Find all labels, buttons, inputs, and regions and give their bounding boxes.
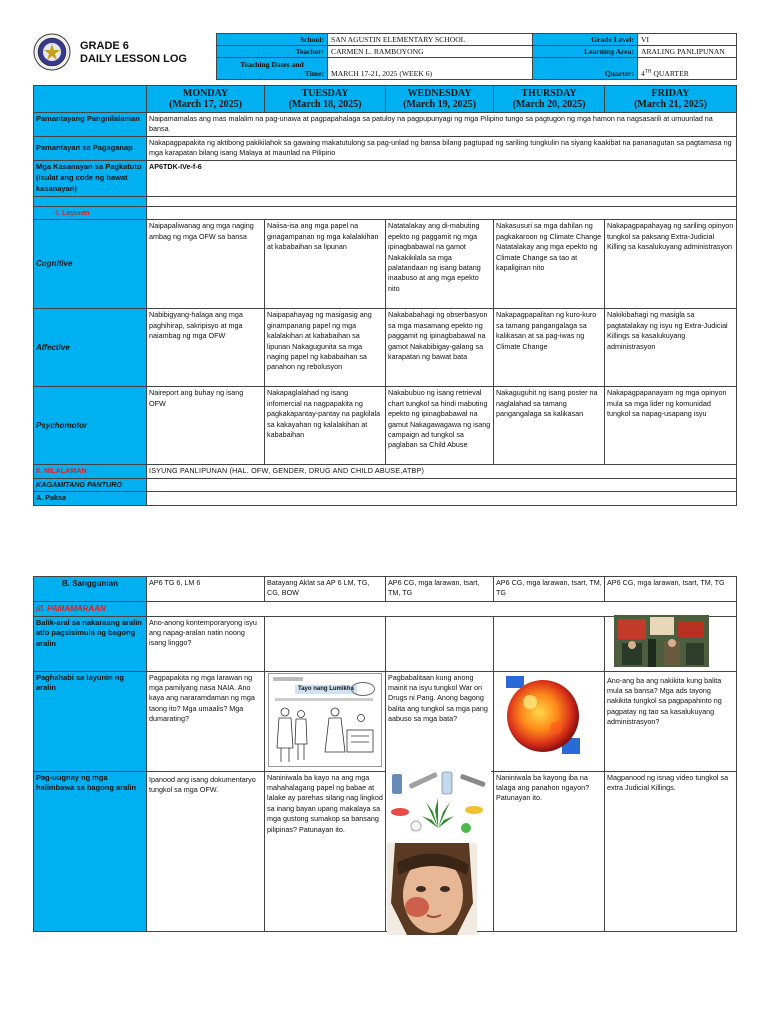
pamamaraan-label: III. PAMAMARAAN	[34, 602, 147, 617]
lesson-log-grade: GRADE 6	[80, 40, 129, 52]
header-info-table	[216, 33, 737, 80]
pagganap-text: Nakapagpapakita ng aktibong pakikilahok sa gawaing makatutulong sa pag-unlad ng bansa bilang pagtupad ng sariling tungkulin na siyang kaakibat na pananagutan sa pagtamasa ng mga karapatan bilang isang Malaya at maunlad na Pilipino	[147, 136, 737, 160]
pag-uugnay-friday: Magpanood ng isnag video tungkol sa extra Judicial Killings.	[605, 771, 737, 931]
paksa-label: A. Paksa	[34, 492, 147, 505]
day-thursday	[494, 86, 605, 113]
school-label: School:	[217, 34, 328, 46]
paksa-row	[147, 492, 737, 505]
layunin-row	[147, 206, 737, 219]
pamantayang-text: Naipamamalas ang mas malalim na pag-unawa at pagpapahalaga sa patuloy na pagpupunyagi ng mga Pilipino tungo sa pagtugon ng mga hamon na nagsasarili at umuunlad na bansa	[147, 113, 737, 137]
day-name: WEDNESDAY	[407, 87, 472, 99]
kasanayan-label: Mga Kasanayan sa Pagkatuto (Isulat ang code ng bawat kasanayan)	[34, 160, 147, 196]
blank-row	[147, 196, 737, 206]
affective-tuesday: Naipapahayag ng masigasig ang ginampanang papel ng mga kalalakihan at kababaihan sa lipunan Nakagugunita sa mga naging papel ng kababaihan sa panahon ng rebolusyon	[265, 309, 386, 387]
dates-label	[217, 58, 328, 80]
psychomotor-friday: Nakapagpapanayam ng mga opinyon mula sa mga lider ng komunidad tungkol sa napag-usapang isyu	[605, 387, 737, 465]
psychomotor-label: Psychomotor	[34, 387, 147, 465]
cognitive-tuesday: Naiisa-isa ang mga papel na ginagampanan ng mga kalalakihan at kababaihan sa lipunan	[265, 220, 386, 309]
paghahabi-monday: Pagpapakita ng mga larawan ng mga pamilyang nasa NAIA. Ano kaya ang nararamdaman ng mga taong ito? Mga umaalis? Mga dumarating?	[147, 671, 265, 771]
kagamitan-label: KAGAMITANG PANTURO	[34, 478, 147, 491]
school-value: SAN AGUSTIN ELEMENTARY SCHOOL	[328, 34, 533, 46]
sanggunian-label: B. Sanggunian	[34, 577, 147, 602]
balik-aral-label: Balik-aral sa nakaraang aralin at/o pagsisimula ng bagong aralin	[34, 616, 147, 671]
affective-friday: Nakikibahagi ng masigla sa pagtatalakay ng isyu ng Extra-Judicial Killings sa kasalukuyang administrasyon	[605, 309, 737, 387]
worksheet-image	[268, 673, 382, 767]
day-name: FRIDAY	[651, 87, 690, 99]
layunin-label: I. Layunin	[34, 206, 147, 219]
affective-label: Affective	[34, 309, 147, 387]
pamantayang-label: Pamantayang Pangnilalaman	[34, 113, 147, 137]
sanggunian-thursday: AP6 CG, mga larawan, tsart, TM, TG	[494, 577, 605, 602]
pamamaraan-row	[147, 602, 737, 617]
pag-uugnay-tuesday: Naniniwala ba kayo na ang mga mahahalagang papel ng babae at lalake ay parehas silang nag lingkod sa inang bayan upang makalaya sa mga gustong sumakop sa bansang pilipinas? Patunayan ito.	[265, 771, 386, 931]
pag-uugnay-thursday: Naniniwala ba kayong iba na talaga ang panahon ngayon? Patunayan ito.	[494, 771, 605, 931]
dates-label-line1: Teaching Dates and	[240, 59, 304, 69]
balik-aral-tuesday	[265, 616, 386, 671]
sanggunian-tuesday: Batayang Aklat sa AP 6 LM, TG, CG, BOW	[265, 577, 386, 602]
lesson-table-page1	[33, 85, 737, 506]
day-name: MONDAY	[182, 87, 229, 99]
pagganap-label: Pamantayan sa Pagaganap	[34, 136, 147, 160]
cognitive-label: Cognitive	[34, 220, 147, 309]
cognitive-monday: Naipapaliwanag ang mga naging ambag ng mga OFW sa bansa	[147, 220, 265, 309]
paghahabi-label: Paghahabi sa layunin ng aralin	[34, 671, 147, 771]
pag-uugnay-monday: Ipanood ang isang dokumentaryo tungkol sa mga OFW.	[147, 771, 265, 931]
sanggunian-friday: AP6 CG, mga larawan, tsart, TM, TG	[605, 577, 737, 602]
deped-seal	[33, 33, 71, 71]
sanggunian-monday: AP6 TG 6, LM 6	[147, 577, 265, 602]
deped-seal-icon	[33, 33, 71, 71]
psychomotor-monday: Naireport ang buhay ng isang OFW	[147, 387, 265, 465]
dates-label-line2: Time:	[304, 68, 324, 78]
cognitive-thursday: Nakasusuri sa mga dahilan ng pagkakaroon ng Climate Change Natatalakay ang mga epekto ng Climate Change sa tao at kapaligiran nito	[494, 220, 605, 309]
day-date: (March 19, 2025)	[403, 99, 476, 110]
quarter-value	[638, 58, 737, 80]
speech-bubble-icon	[351, 682, 375, 696]
psychomotor-thursday: Nakaguguhit ng isang poster na naglalahad sa tamang pangangalaga sa kalikasan	[494, 387, 605, 465]
balik-aral-monday: Ano-anong kontemporaryong isyu ang napag-aralan natin noong isang linggo?	[147, 616, 265, 671]
teacher-value: CARMEN L. RAMBOYONG	[328, 46, 533, 58]
balik-aral-thursday	[494, 616, 605, 671]
grade-label: Grade Level:	[533, 34, 638, 46]
blank-label	[34, 196, 147, 206]
day-date: (March 17, 2025)	[169, 99, 242, 110]
corner-cell	[34, 86, 147, 113]
kasanayan-code: AP6TDK-IVe-f-6	[147, 160, 737, 196]
drugs-image	[386, 768, 491, 840]
affective-thursday: Nakapagpapalitan ng kuro-kuro sa tamang pangangalaga sa kalikasan at sa pag-iwas ng Climate Change	[494, 309, 605, 387]
quarter-label: Quarter:	[533, 58, 638, 80]
area-label: Learning Area:	[533, 46, 638, 58]
affective-monday: Nabibigyang-halaga ang mga paghihirap, sakripisyo at mga naiambag ng mga OFW	[147, 309, 265, 387]
day-tuesday	[265, 86, 386, 113]
teacher-label: Teacher:	[217, 46, 328, 58]
day-wednesday	[386, 86, 494, 113]
day-date: (March 20, 2025)	[512, 99, 586, 110]
day-name: THURSDAY	[521, 87, 577, 99]
quarter-sup: TH	[644, 69, 652, 75]
nilalaman-label: II. NILALAMAN	[34, 465, 147, 478]
cognitive-friday: Nakapagpapahayag ng sariling opinyon tungkol sa paksang Extra-Judicial Killing sa kasalukuyang administrasyon	[605, 220, 737, 309]
paghahabi-friday: Ano-ang ba ang nakikita kung balita mula sa bansa? Mga ads tayong nakikita tungkol sa pagpapahinto ng pagpatay ng tao sa kasalukuyang administrasyon?	[605, 671, 737, 771]
quarter-word: QUARTER	[651, 69, 689, 79]
nilalaman-text: ISYUNG PANLIPUNAN (HAL. OFW, GENDER, DRUG AND CHILD ABUSE,ATBP)	[147, 465, 737, 478]
psychomotor-wednesday: Nakabubuo ng isang retrieval chart tungkol sa hindi mabuting epekto ng ipinagbabawal na gamut Nakagawagawa ng isang campaign ad tungkol sa paglaban sa Child Abuse	[386, 387, 494, 465]
child-abuse-photo	[387, 843, 477, 935]
ejk-protest-photo	[614, 615, 709, 667]
dates-value: MARCH 17-21, 2025 (WEEK 6)	[328, 58, 533, 80]
day-date: (March 18, 2025)	[288, 99, 362, 110]
worksheet-title: Tayo nang Lumikha	[295, 685, 357, 694]
paghahabi-wednesday: Pagbabalitaan kung anong mainit na isyu tungkol War on Drugs ni Pang. Anong bagong balita ang tungkol sa mga pang aabuso sa mga bata?	[386, 671, 494, 771]
day-monday	[147, 86, 265, 113]
kagamitan-row	[147, 478, 737, 491]
affective-wednesday: Nakababahagi ng obserbasyon sa mga masamang epekto ng paggamit ng ipinagbabawal na gamot Nakabibigay-galang sa karapatan ng bawat bata	[386, 309, 494, 387]
sanggunian-wednesday: AP6 CG, mga larawan, tsart, TM, TG	[386, 577, 494, 602]
area-value: ARALING PANLIPUNAN	[638, 46, 737, 58]
balik-aral-wednesday	[386, 616, 494, 671]
pag-uugnay-label: Pag-uugnay ng mga halimbawa sa bagong aralin	[34, 771, 147, 931]
quarter-num: 4	[641, 69, 645, 79]
climate-heat-image	[504, 672, 582, 762]
grade-value: VI	[638, 34, 737, 46]
lesson-log-title: DAILY LESSON LOG	[80, 53, 187, 65]
day-name: TUESDAY	[301, 87, 349, 99]
day-date: (March 21, 2025)	[634, 99, 707, 110]
psychomotor-tuesday: Nakapaglalahad ng isang infomercial na nagpapakita ng pagkakapantay-pantay na pagkilala sa kakayahan ng kalalakihan at kababaihan	[265, 387, 386, 465]
day-friday	[605, 86, 737, 113]
cognitive-wednesday: Natatalakay ang di-mabuting epekto ng paggamit ng mga ipinagbabawal na gamot Nakakikilala sa mga palatandaan ng isang batang inaabuso at ang mga epekto nito	[386, 220, 494, 309]
